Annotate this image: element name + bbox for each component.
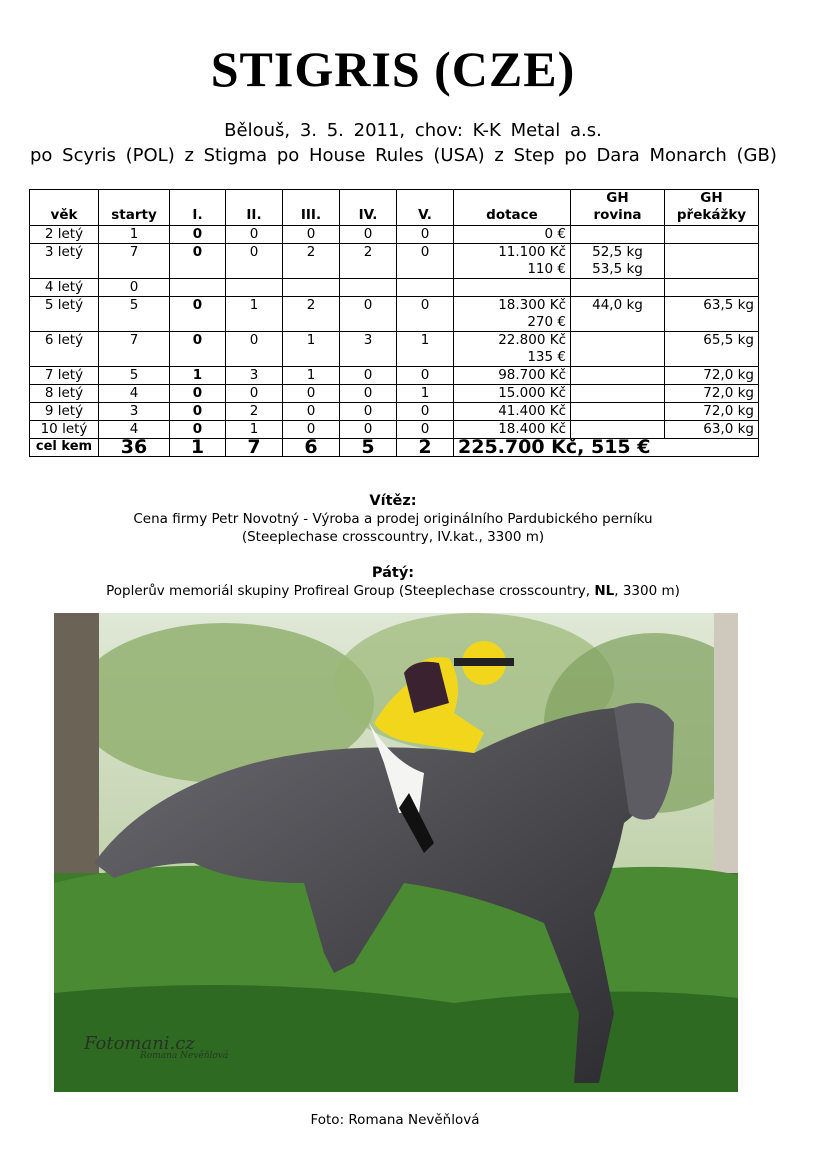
table-row	[30, 297, 759, 332]
total-prize: 225.700 Kč, 515 €	[454, 439, 759, 457]
cell-p1: 0	[170, 297, 226, 332]
total-label: cel kem	[30, 439, 99, 457]
cell-p3	[283, 279, 340, 297]
total-place-1: 1	[170, 439, 226, 457]
cell-age: 7 letý	[30, 367, 99, 385]
cell-p4: 0	[340, 421, 397, 439]
cell-p4	[340, 279, 397, 297]
cell-p1: 0	[170, 421, 226, 439]
cell-age: 6 letý	[30, 332, 99, 367]
cell-p1: 1	[170, 367, 226, 385]
cell-gh1: 44,0 kg	[571, 297, 665, 332]
cell-age: 9 letý	[30, 403, 99, 421]
cell-p5	[397, 279, 454, 297]
header-gh-jumps: GH překážky	[665, 190, 759, 226]
header-place-2: II.	[226, 190, 283, 226]
cell-starts: 4	[99, 421, 170, 439]
winner-race-name: Cena firmy Petr Novotný - Výroba a prodej originálního Pardubického perníku	[133, 511, 653, 527]
cell-gh2: 72,0 kg	[665, 385, 759, 403]
table-body	[30, 226, 759, 439]
cell-starts: 5	[99, 297, 170, 332]
cell-p3: 0	[283, 226, 340, 244]
cell-starts: 1	[99, 226, 170, 244]
table-row	[30, 385, 759, 403]
cell-age: 8 letý	[30, 385, 99, 403]
cell-p2: 0	[226, 244, 283, 279]
header-gh-flat: GH rovina	[571, 190, 665, 226]
cell-p4: 2	[340, 244, 397, 279]
winner-race-details: (Steeplechase crosscountry, IV.kat., 3300 m)	[241, 529, 545, 545]
cell-p5: 0	[397, 421, 454, 439]
cell-p4: 0	[340, 385, 397, 403]
cell-p4: 3	[340, 332, 397, 367]
cell-starts: 4	[99, 385, 170, 403]
cell-p3: 1	[283, 332, 340, 367]
cell-p5: 0	[397, 297, 454, 332]
cell-p5: 0	[397, 367, 454, 385]
table-row	[30, 279, 759, 297]
cell-p1: 0	[170, 332, 226, 367]
header-place-1: I.	[170, 190, 226, 226]
cell-p2: 0	[226, 385, 283, 403]
cell-p4: 0	[340, 297, 397, 332]
fifth-heading: Pátý:	[371, 565, 415, 581]
cell-dot: 0 €	[454, 226, 571, 244]
total-place-5: 2	[397, 439, 454, 457]
cell-p3: 0	[283, 385, 340, 403]
total-place-2: 7	[226, 439, 283, 457]
header-place-4: IV.	[340, 190, 397, 226]
steeplechase-photo-illustration	[54, 613, 738, 1092]
cell-age: 4 letý	[30, 279, 99, 297]
cell-p2	[226, 279, 283, 297]
cell-p5: 0	[397, 226, 454, 244]
total-place-4: 5	[340, 439, 397, 457]
cell-p3: 2	[283, 297, 340, 332]
cell-gh2: 65,5 kg	[665, 332, 759, 367]
cell-dot: 41.400 Kč	[454, 403, 571, 421]
table-row	[30, 367, 759, 385]
cell-p2: 1	[226, 421, 283, 439]
table-header-row	[30, 190, 759, 226]
cell-p2: 2	[226, 403, 283, 421]
cell-p5: 1	[397, 385, 454, 403]
cell-p4: 0	[340, 367, 397, 385]
cell-starts: 3	[99, 403, 170, 421]
table-row	[30, 226, 759, 244]
cell-starts: 0	[99, 279, 170, 297]
cell-dot: 15.000 Kč	[454, 385, 571, 403]
header-place-3: III.	[283, 190, 340, 226]
cell-p2: 0	[226, 226, 283, 244]
cell-p1	[170, 279, 226, 297]
cell-dot: 11.100 Kč 110 €	[454, 244, 571, 279]
cell-p2: 1	[226, 297, 283, 332]
cell-gh2	[665, 279, 759, 297]
cell-p3: 0	[283, 403, 340, 421]
cell-gh2: 72,0 kg	[665, 367, 759, 385]
cell-gh2: 63,5 kg	[665, 297, 759, 332]
cell-gh1	[571, 385, 665, 403]
fifth-race: Poplerův memoriál skupiny Profireal Group (Steeplechase crosscountry, NL, 3300 m)	[106, 583, 680, 599]
photo-watermark: Fotomani.cz	[84, 1033, 195, 1054]
horse-name: STIGRIS (CZE)	[210, 41, 576, 97]
cell-starts: 7	[99, 244, 170, 279]
photo-caption: Foto: Romana Nevěňlová	[310, 1112, 480, 1128]
cell-starts: 5	[99, 367, 170, 385]
cell-age: 5 letý	[30, 297, 99, 332]
cell-p3: 0	[283, 421, 340, 439]
cell-p2: 3	[226, 367, 283, 385]
header-starts: starty	[99, 190, 170, 226]
cell-gh1: 52,5 kg 53,5 kg	[571, 244, 665, 279]
cell-p2: 0	[226, 332, 283, 367]
photo-watermark-signature: Romana Nevěňlová	[140, 1051, 229, 1061]
cell-p1: 0	[170, 385, 226, 403]
cell-age: 10 letý	[30, 421, 99, 439]
cell-p1: 0	[170, 403, 226, 421]
cell-dot: 98.700 Kč	[454, 367, 571, 385]
cell-dot	[454, 279, 571, 297]
cell-dot: 18.400 Kč	[454, 421, 571, 439]
cell-p5: 0	[397, 403, 454, 421]
horse-pedigree: po Scyris (POL) z Stigma po House Rules (USA) z Step po Dara Monarch (GB)	[30, 145, 777, 166]
cell-gh2	[665, 244, 759, 279]
cell-p1: 0	[170, 244, 226, 279]
cell-gh2: 72,0 kg	[665, 403, 759, 421]
table-row	[30, 244, 759, 279]
header-age: věk	[30, 190, 99, 226]
cell-gh2: 63,0 kg	[665, 421, 759, 439]
fifth-section	[0, 564, 786, 600]
cell-p4: 0	[340, 226, 397, 244]
cell-p1: 0	[170, 226, 226, 244]
cell-p3: 2	[283, 244, 340, 279]
cell-gh1	[571, 279, 665, 297]
winner-heading: Vítěz:	[369, 493, 417, 509]
total-place-3: 6	[283, 439, 340, 457]
cell-age: 3 letý	[30, 244, 99, 279]
table-row	[30, 403, 759, 421]
cell-gh1	[571, 332, 665, 367]
table-row	[30, 332, 759, 367]
cell-gh1	[571, 403, 665, 421]
cell-p4: 0	[340, 403, 397, 421]
cell-gh2	[665, 226, 759, 244]
cell-p5: 0	[397, 244, 454, 279]
header-place-5: V.	[397, 190, 454, 226]
winner-section	[0, 492, 786, 546]
header-prize: dotace	[454, 190, 571, 226]
cell-gh1	[571, 226, 665, 244]
table-total-row	[30, 439, 759, 457]
cell-dot: 22.800 Kč 135 €	[454, 332, 571, 367]
cell-starts: 7	[99, 332, 170, 367]
race-photo	[54, 613, 738, 1092]
cell-p3: 1	[283, 367, 340, 385]
cell-dot: 18.300 Kč 270 €	[454, 297, 571, 332]
cell-p5: 1	[397, 332, 454, 367]
cell-age: 2 letý	[30, 226, 99, 244]
race-stats-table	[29, 189, 759, 457]
cell-gh1	[571, 367, 665, 385]
horse-info: Bělouš, 3. 5. 2011, chov: K-K Metal a.s.	[224, 120, 602, 141]
total-starts: 36	[99, 439, 170, 457]
